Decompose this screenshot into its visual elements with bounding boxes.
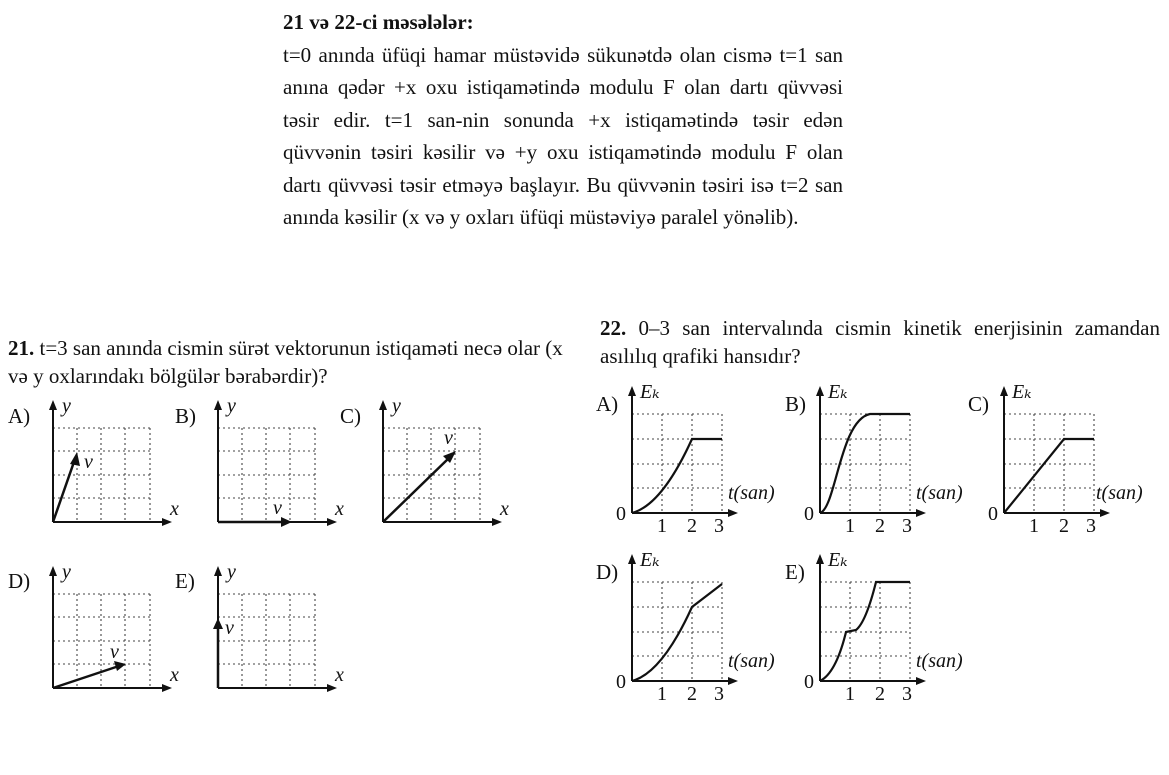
question-22-number: 22. (600, 316, 627, 340)
intro-heading: 21 və 22-ci məsələlər: (283, 10, 474, 34)
q22-a-tick-1: 1 (657, 515, 667, 537)
q22-option-e-graph (800, 548, 985, 708)
q22-b-x-label: t(san) (916, 482, 963, 504)
q22-c-y-label: Eₖ (1012, 381, 1032, 403)
q21-option-e-graph (205, 562, 355, 698)
q22-b-tick-1: 1 (845, 515, 855, 537)
q21-b-x-label: x (335, 498, 344, 520)
q22-d-origin: 0 (616, 671, 626, 693)
q21-option-a-label: A) (8, 404, 31, 428)
q22-e-y-label: Eₖ (828, 549, 848, 571)
q22-d-tick-2: 2 (687, 683, 697, 705)
q22-e-origin: 0 (804, 671, 814, 693)
q22-option-a-graph (612, 380, 797, 540)
q22-option-d-graph (612, 548, 797, 708)
q21-c-x-label: x (500, 498, 509, 520)
q21-a-x-label: x (170, 498, 179, 520)
q21-option-a-graph (40, 396, 190, 532)
question-22 (600, 314, 1160, 370)
q22-b-tick-2: 2 (875, 515, 885, 537)
q22-option-b-graph (800, 380, 985, 540)
q21-c-y-label: y (392, 395, 401, 417)
intro-text: t=0 anında üfüqi hamar müstəvidə sükunətdə olan cismə t=1 san anına qədər +x oxu istiqamətində modulu F olan dartı qüvvəsi təsir edir. t=1 san-nin sonunda +x istiqamətində təsir edən qüvvənin təsiri kəsilir və +y oxu istiqamətində modulu F olan dartı qüvvəsi təsir etməyə başlayır. Bu qüvvənin təsiri isə t=2 san anında kəsilir (x və y oxları üfüqi müstəviyə paralel yönəlib). (283, 42, 843, 229)
q21-a-y-label: y (62, 395, 71, 417)
q22-e-tick-3: 3 (902, 683, 912, 705)
q22-b-origin: 0 (804, 503, 814, 525)
q21-c-vector-label: v⃗ (444, 427, 469, 449)
q21-option-d-graph (40, 562, 190, 698)
q21-option-e-label: E) (175, 569, 195, 593)
q21-e-vector-label: v⃗ (225, 617, 250, 639)
q22-option-b-label: B) (785, 392, 806, 416)
q22-c-origin: 0 (988, 503, 998, 525)
q21-e-x-label: x (335, 664, 344, 686)
q22-d-tick-1: 1 (657, 683, 667, 705)
q21-d-x-label: x (170, 664, 179, 686)
problem-intro (283, 6, 843, 234)
q22-a-y-label: Eₖ (640, 381, 660, 403)
q22-c-tick-2: 2 (1059, 515, 1069, 537)
q22-d-y-label: Eₖ (640, 549, 660, 571)
q22-b-y-label: Eₖ (828, 381, 848, 403)
q22-d-x-label: t(san) (728, 650, 775, 672)
q22-e-x-label: t(san) (916, 650, 963, 672)
q22-option-a-label: A) (596, 392, 619, 416)
q22-c-tick-1: 1 (1029, 515, 1039, 537)
q22-a-tick-3: 3 (714, 515, 724, 537)
q22-option-e-label: E) (785, 560, 805, 584)
q22-c-tick-3: 3 (1086, 515, 1096, 537)
q22-e-tick-2: 2 (875, 683, 885, 705)
q21-d-vector-label: v⃗ (110, 641, 135, 663)
q21-option-c-graph (370, 396, 530, 532)
question-21-number: 21. (8, 336, 35, 360)
q22-b-tick-3: 3 (902, 515, 912, 537)
q22-e-tick-1: 1 (845, 683, 855, 705)
q21-option-b-graph (205, 396, 355, 532)
question-22-text: 0–3 san intervalında cismin kinetik enerjisinin zamandan asılılıq qrafiki hansıdır? (600, 316, 1160, 368)
question-21 (8, 334, 580, 390)
q21-e-y-label: y (227, 561, 236, 583)
q22-a-x-label: t(san) (728, 482, 775, 504)
question-21-text: t=3 san anında cismin sürət vektorunun istiqaməti necə olar (x və y oxlarındakı bölgülər bərabərdir)? (8, 336, 563, 388)
q21-b-y-label: y (227, 395, 236, 417)
q22-option-c-label: C) (968, 392, 989, 416)
q21-d-y-label: y (62, 561, 71, 583)
q22-a-tick-2: 2 (687, 515, 697, 537)
q22-d-tick-3: 3 (714, 683, 724, 705)
q22-c-x-label: t(san) (1096, 482, 1143, 504)
q22-option-d-label: D) (596, 560, 619, 584)
q22-option-c-graph (984, 380, 1164, 540)
q21-option-b-label: B) (175, 404, 196, 428)
q21-a-vector-label: v⃗ (84, 451, 109, 473)
q21-b-vector-label: v⃗ (273, 497, 298, 519)
q21-option-d-label: D) (8, 569, 31, 593)
q22-a-origin: 0 (616, 503, 626, 525)
q21-option-c-label: C) (340, 404, 361, 428)
